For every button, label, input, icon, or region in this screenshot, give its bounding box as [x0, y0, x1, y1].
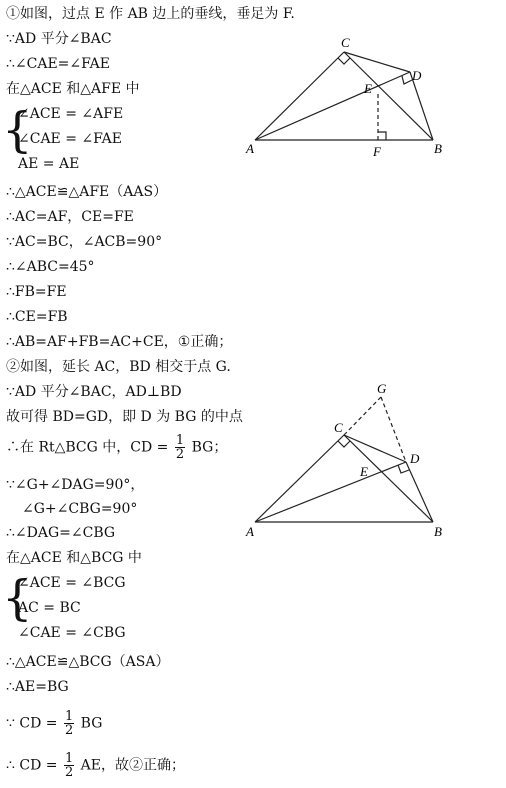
label-c: C — [334, 420, 343, 435]
text-line: ∵∠G+∠DAG=90°， — [6, 477, 145, 493]
label-b: B — [434, 524, 442, 539]
label-f: F — [373, 144, 381, 159]
system-line: ∠ACE = ∠BCG — [18, 575, 126, 591]
fraction — [175, 434, 185, 461]
label-a: A — [246, 524, 254, 539]
system-line: AC = BC — [18, 600, 81, 616]
text-line: ①如图，过点 E 作 AB 边上的垂线，垂足为 F. — [6, 6, 295, 22]
text-line: ②如图，延长 AC，BD 相交于点 G. — [6, 359, 231, 375]
brace: { — [2, 102, 33, 158]
segment-ac — [255, 52, 344, 140]
segment-cg — [344, 397, 381, 435]
text-line: ∴AB=AF+FB=AC+CE，①正确； — [6, 334, 233, 350]
fraction-denominator: 2 — [175, 447, 185, 462]
label-b: B — [434, 141, 442, 156]
text-line: ∴△ACE≌△AFE（AAS） — [6, 184, 168, 200]
figure-2 — [240, 380, 460, 540]
label-c: C — [341, 35, 350, 50]
text-line — [6, 434, 227, 461]
text-line: ∵AC=BC，∠ACB=90° — [6, 234, 163, 250]
fraction-denominator: 2 — [64, 723, 74, 738]
right-angle-c — [338, 58, 350, 64]
label-g: G — [377, 381, 387, 396]
text-segment: ∵ CD = — [6, 715, 58, 732]
segment-cb — [344, 435, 433, 522]
text-segment: BG； — [191, 439, 228, 456]
text-line: ∠G+∠CBG=90° — [22, 501, 138, 517]
text-line: ∴CE=FB — [6, 309, 68, 325]
right-angle-f — [378, 132, 386, 140]
text-line: ∴∠ABC=45° — [6, 259, 95, 275]
text-line: 故可得 BD=GD，即 D 为 BG 的中点 — [6, 409, 243, 425]
text-line — [6, 752, 185, 779]
label-e: E — [364, 81, 372, 96]
fraction-numerator: 1 — [175, 433, 185, 448]
text-line: ∵AD 平分∠BAC，AD⊥BD — [6, 384, 182, 400]
text-segment: AE，故②正确； — [80, 757, 186, 774]
system-line: ∠CAE = ∠CBG — [18, 625, 126, 641]
system-line: ∠ACE = ∠AFE — [18, 106, 124, 122]
fraction — [64, 752, 74, 779]
segment-ac — [255, 435, 344, 522]
brace: { — [2, 570, 33, 626]
segment-db — [406, 462, 433, 522]
figure-1 — [240, 30, 460, 165]
fraction-denominator: 2 — [64, 765, 74, 780]
text-line: ∴FB=FE — [6, 284, 67, 300]
text-line — [6, 710, 102, 737]
text-line: ∴∠CAE=∠FAE — [6, 56, 110, 72]
segment-ad — [255, 462, 406, 522]
text-segment: ∴ CD = — [6, 757, 58, 774]
text-line: ∴AE=BG — [6, 679, 69, 695]
system-line: ∠CAE = ∠FAE — [18, 131, 122, 147]
text-line: ∴AC=AF，CE=FE — [6, 209, 134, 225]
label-d: D — [410, 451, 420, 466]
segment-ad — [255, 72, 410, 140]
right-angle-c — [338, 441, 350, 447]
fraction — [64, 710, 74, 737]
label-e: E — [360, 464, 368, 479]
text-line: 在△ACE 和△AFE 中 — [6, 81, 140, 97]
text-segment: BG — [80, 715, 103, 732]
system-line: AE = AE — [18, 156, 80, 172]
text-line: ∵AD 平分∠BAC — [6, 31, 112, 47]
text-line: ∴∠DAG=∠CBG — [6, 525, 116, 541]
text-line: ∴△ACE≌△BCG（ASA） — [6, 654, 170, 670]
text-segment: ∴在 Rt△BCG 中，CD = — [6, 439, 169, 456]
text-line: 在△ACE 和△BCG 中 — [6, 550, 142, 566]
right-angle-d — [402, 76, 412, 84]
label-d: D — [412, 68, 422, 83]
fraction-numerator: 1 — [64, 709, 74, 724]
label-a: A — [246, 141, 254, 156]
fraction-numerator: 1 — [64, 751, 74, 766]
